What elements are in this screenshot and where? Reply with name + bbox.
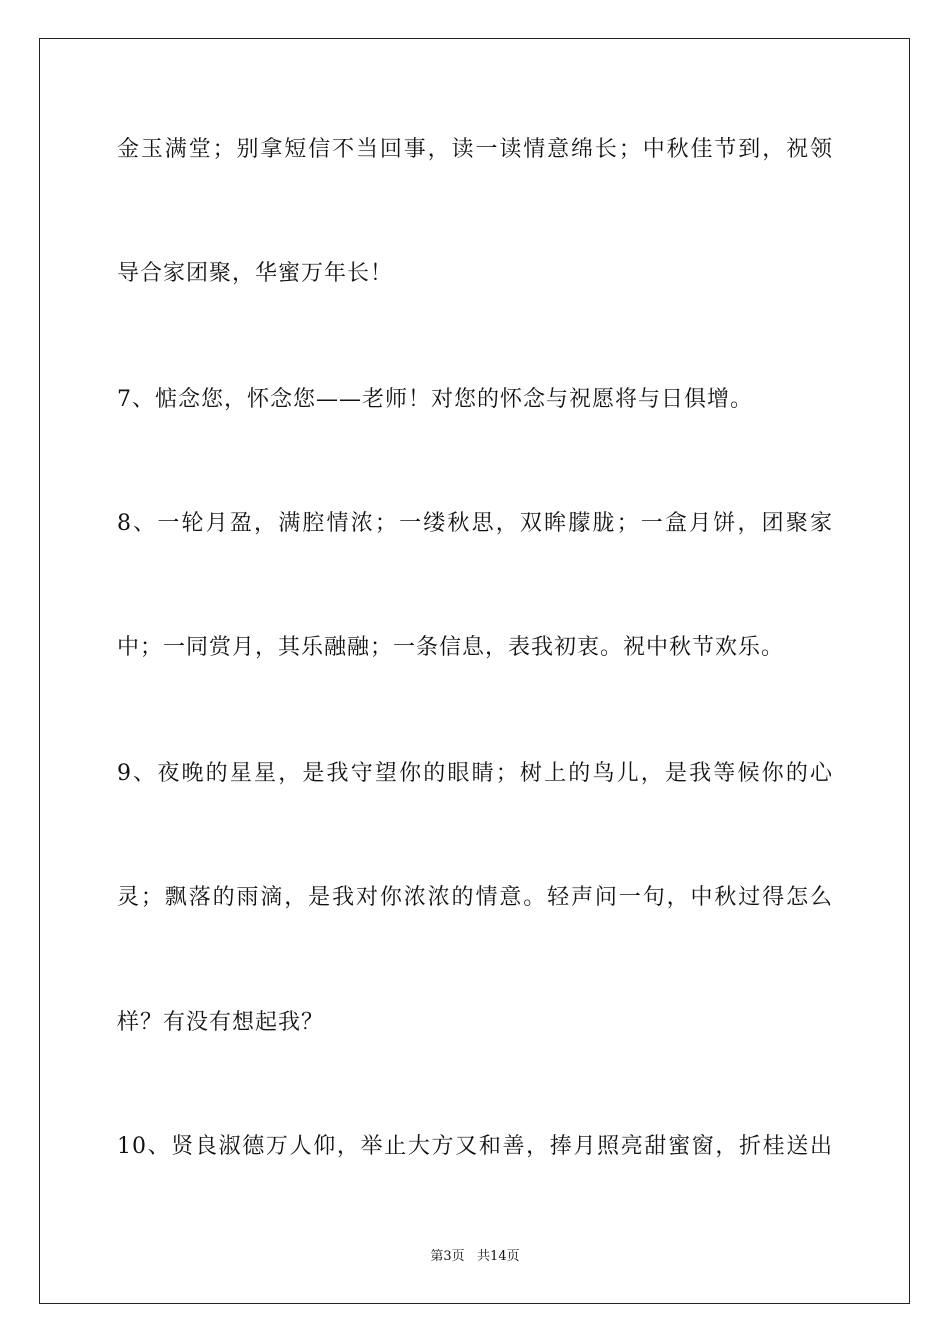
text-line-9: 10、贤良淑德万人仰，举止大方又和善，捧月照亮甜蜜窗，折桂送出 [117, 1134, 833, 1159]
text-line-7: 灵；飘落的雨滴，是我对你浓浓的情意。轻声问一句，中秋过得怎么 [117, 885, 833, 910]
text-line-3: 7、惦念您，怀念您——老师！对您的怀念与祝愿将与日俱增。 [117, 387, 753, 412]
page-border [39, 38, 910, 1304]
text-line-4: 8、一轮月盈，满腔情浓；一缕秋思，双眸朦胧；一盒月饼，团聚家 [117, 511, 833, 536]
page-number-footer: 第3页 共14页 [430, 1249, 520, 1264]
text-line-2: 导合家团聚，华蜜万年长！ [117, 261, 394, 286]
text-line-8: 样？有没有想起我？ [117, 1010, 325, 1035]
text-line-5: 中；一同赏月，其乐融融；一条信息，表我初衷。祝中秋节欢乐。 [117, 635, 785, 660]
text-line-6: 9、夜晚的星星，是我守望你的眼睛；树上的鸟儿，是我等候你的心 [117, 761, 833, 786]
text-line-1: 金玉满堂；别拿短信不当回事，读一读情意绵长；中秋佳节到，祝领 [117, 137, 833, 162]
